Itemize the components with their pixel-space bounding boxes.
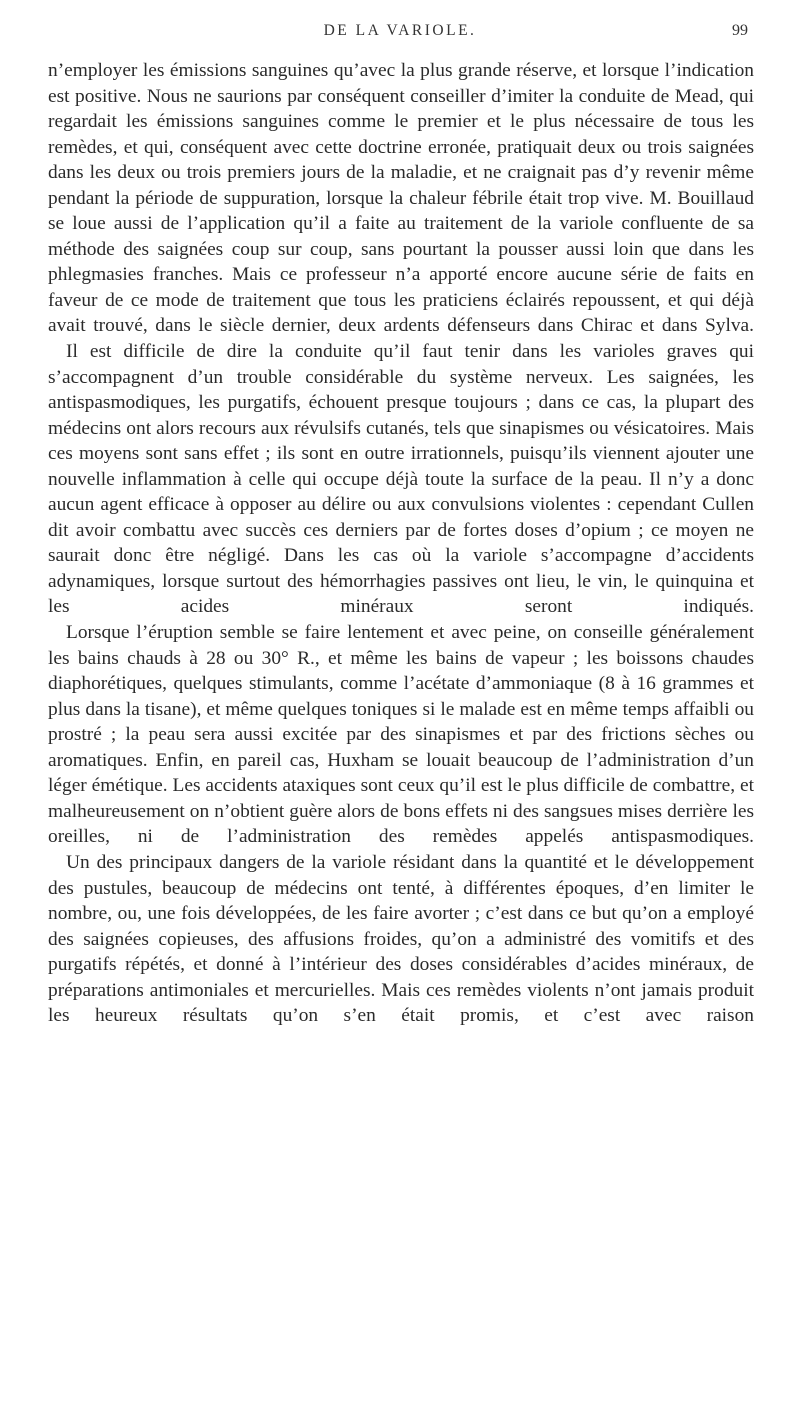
running-header xyxy=(48,22,752,52)
paragraph-1: n’employer les émissions sanguines qu’avec la plus grande réserve, et lorsque l’indication est positive. Nous ne saurions par conséquent conseiller d’imiter la conduite de Mead, qui regardait les émissions sanguines comme le premier et le plus nécessaire de tous les remèdes, et qui, conséquent avec cette doctrine erronée, pratiquait deux ou trois saignées dans les deux ou trois premiers jours de la maladie, et ne craignait pas d’y revenir même pendant la période de suppuration, lorsque la chaleur fébrile était trop vive. M. Bouillaud se loue aussi de l’application qu’il a faite au traitement de la variole confluente de sa méthode des saignées coup sur coup, sans pourtant la pousser aussi loin que dans les phlegmasies franches. Mais ce professeur n’a apporté encore aucune série de faits en faveur de ce mode de traitement que tous les praticiens éclairés repoussent, et qui déjà avait trouvé, dans le siècle dernier, deux ardents défenseurs dans Chirac et dans Sylva. xyxy=(48,60,754,337)
paragraph-2: Il est difficile de dire la conduite qu’il faut tenir dans les varioles graves qui s’accompagnent d’un trouble considérable du système nerveux. Les saignées, les antispasmodiques, les purgatifs, échouent presque toujours ; dans ce cas, la plupart des médecins ont alors recours aux révulsifs cutanés, tels que sinapismes ou vésicatoires. Mais ces moyens sont sans effet ; ils sont en outre irrationnels, puisqu’ils viennent ajouter une nouvelle inflammation à celle qui occupe déjà toute la surface de la peau. Il n’y a donc aucun agent efficace à opposer au délire ou aux convulsions violentes : cependant Cullen dit avoir combattu avec succès ces derniers par de fortes doses d’opium ; ce moyen ne saurait donc être négligé. Dans les cas où la variole s’accompagne d’accidents adynamiques, lorsque surtout des hémorrhagies passives ont lieu, le vin, le quinquina et les acides minéraux seront indiqués. xyxy=(48,341,754,618)
running-title: DE LA VARIOLE. xyxy=(323,22,477,39)
paragraph-4: Un des principaux dangers de la variole résidant dans la quantité et le développement des pustules, beaucoup de médecins ont tenté, à différentes époques, d’en limiter le nombre, ou, une fois développées, de les faire avorter ; c’est dans ce but qu’on a employé des saignées copieuses, des affusions froides, qu’on a administré des vomitifs et des purgatifs répétés, et donné à l’intérieur des doses considérables d’acides minéraux, de préparations antimoniales et mercurielles. Mais ces remèdes violents n’ont jamais produit les heureux résultats qu’on s’en était promis, et c’est avec raison xyxy=(48,851,754,1027)
paragraph-3: Lorsque l’éruption semble se faire lentement et avec peine, on conseille généralement les bains chauds à 28 ou 30° R., et même les bains de vapeur ; les boissons chaudes diaphorétiques, quelques stimulants, comme l’acétate d’ammoniaque (8 à 16 grammes et plus dans la tisane), et même quelques toniques si le malade est en même temps affaibli ou prostré ; la peau sera aussi excitée par des sinapismes et par des frictions sèches ou aromatiques. Enfin, en pareil cas, Huxham se louait beaucoup de l’administration d’un léger émétique. Les accidents ataxiques sont ceux qu’il est le plus difficile de combattre, et malheureusement on n’obtient guère alors de bons effets ni des sangsues mises derrière les oreilles, ni de l’administration des remèdes appelés antispasmodiques. xyxy=(48,622,754,848)
body-text xyxy=(48,58,754,1029)
page-number: 99 xyxy=(732,22,748,39)
